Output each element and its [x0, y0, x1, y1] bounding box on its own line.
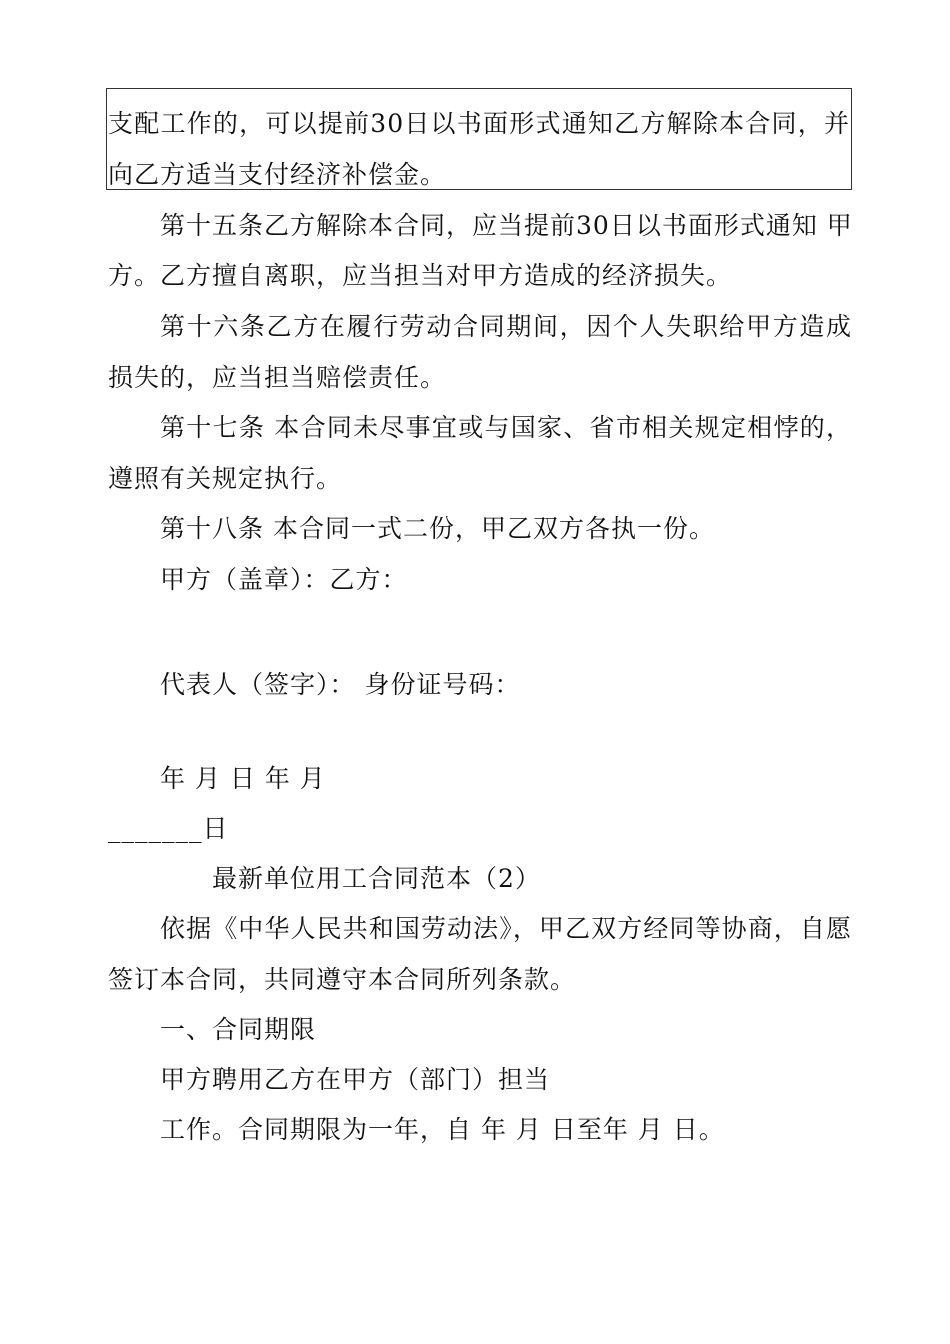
signature-date-line: 年 月 日 年 月 — [160, 764, 326, 793]
article-15-line-2: 方。乙方擅自离职，应当担当对甲方造成的经济损失。 — [108, 261, 733, 290]
section-2-term-line-2: 工作。合同期限为一年，自 年 月 日至年 月 日。 — [160, 1115, 725, 1144]
section-2-intro-line-2: 签订本合同，共同遵守本合同所列条款。 — [108, 965, 577, 994]
section-2-heading-contract-term: 一、合同期限 — [160, 1015, 317, 1044]
article-17-line-2: 遵照有关规定执行。 — [108, 464, 343, 493]
boxed-paragraph-line-1: 支配工作的，可以提前30日以书面形式通知乙方解除本合同，并 — [108, 109, 850, 138]
article-15-line-1: 第十五条乙方解除本合同，应当提前30日以书面形式通知 甲 — [160, 211, 853, 240]
signature-party-a-seal: 甲方（盖章）：乙方： — [160, 565, 408, 594]
section-2-term-line-1: 甲方聘用乙方在甲方（部门）担当 — [160, 1065, 551, 1094]
article-17-line-1: 第十七条 本合同未尽事宜或与国家、省市相关规定相悖的， — [160, 413, 852, 442]
article-16-line-2: 损失的，应当担当赔偿责任。 — [108, 363, 447, 392]
section-2-intro-line-1: 依据《中华人民共和国劳动法》，甲乙双方经同等协商，自愿 — [160, 914, 852, 943]
signature-representative: 代表人（签字）： 身份证号码： — [160, 670, 521, 699]
article-18: 第十八条 本合同一式二份，甲乙双方各执一份。 — [160, 514, 715, 543]
boxed-paragraph-line-2: 向乙方适当支付经济补偿金。 — [108, 160, 447, 189]
signature-day-blank: _______日 — [108, 814, 229, 843]
section-2-title: 最新单位用工合同范本（2） — [212, 864, 541, 893]
article-16-line-1: 第十六条乙方在履行劳动合同期间，因个人失职给甲方造成 — [160, 312, 852, 341]
